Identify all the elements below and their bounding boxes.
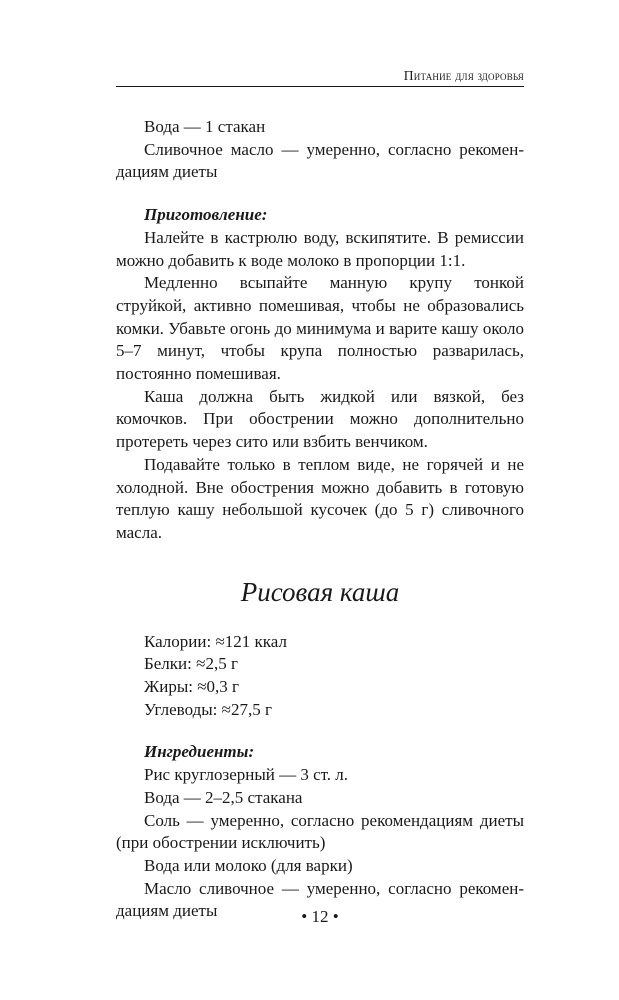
spacer [116,184,524,204]
header-rule [116,86,524,87]
ingredient-line: Вода — 2–2,5 стакана [144,787,303,807]
ingredient-line: Масло сливочное — умеренно, согласно рекомен- [144,878,524,898]
method-paragraph: Подавайте только в теплом виде, не горячей и не холодной. Вне обострения можно добавить в готовую теплую кашу небольшой кусочек (до 5 г) сливочного масла. [116,454,524,542]
ingredient-line: Соль — умеренно, согласно рекомендациям диеты (при обострении исключить) [116,810,524,853]
ingredients-heading: Ингредиенты: [144,742,255,762]
ingredient-line: Вода — 1 стакан [144,117,266,136]
recipe-title: Рисовая каша [240,576,400,607]
nutrition-line: Жиры: ≈0,3 г [144,677,240,697]
method-paragraph: Налейте в кастрюлю воду, вскипятите. В ремиссии можно добавить к воде молоко в пропорции 1:1. [116,227,524,270]
method-paragraph: Каша должна быть жидкой или вязкой, без комочков. При обострении можно дополнительно протереть через сито или взбить венчиком. [116,386,524,452]
ingredient-line: Вода или молоко (для варки) [144,855,353,875]
method-paragraph: Медленно всыпайте манную крупу тонкой струйкой, активно помешивая, чтобы не образовались комки. Убавьте огонь до минимума и варите кашу около 5–7 минут, чтобы крупа полностью разварилась, постоянно помешивая. [116,273,524,384]
nutrition-line: Калории: ≈121 ккал [144,631,287,651]
running-head [116,68,524,84]
spacer [116,721,524,741]
ingredient-line: Сливочное масло — умеренно, согласно рекомен- [144,139,524,159]
ingredient-line: Рис круглозерный — 3 ст. л. [144,765,349,785]
page-number: • 12 • [301,907,339,926]
running-head-rest: итание для здоровья [413,68,524,83]
nutrition-line: Белки: ≈2,5 г [144,654,238,674]
page-body [116,116,524,923]
ingredient-line-continuation: дациям диеты [116,162,218,182]
method-heading: Приготовление: [144,205,268,225]
running-head-initial: П [403,68,414,83]
nutrition-line: Углеводы: ≈27,5 г [144,699,272,719]
ingredient-line-continuation: дациям диеты [116,901,218,921]
